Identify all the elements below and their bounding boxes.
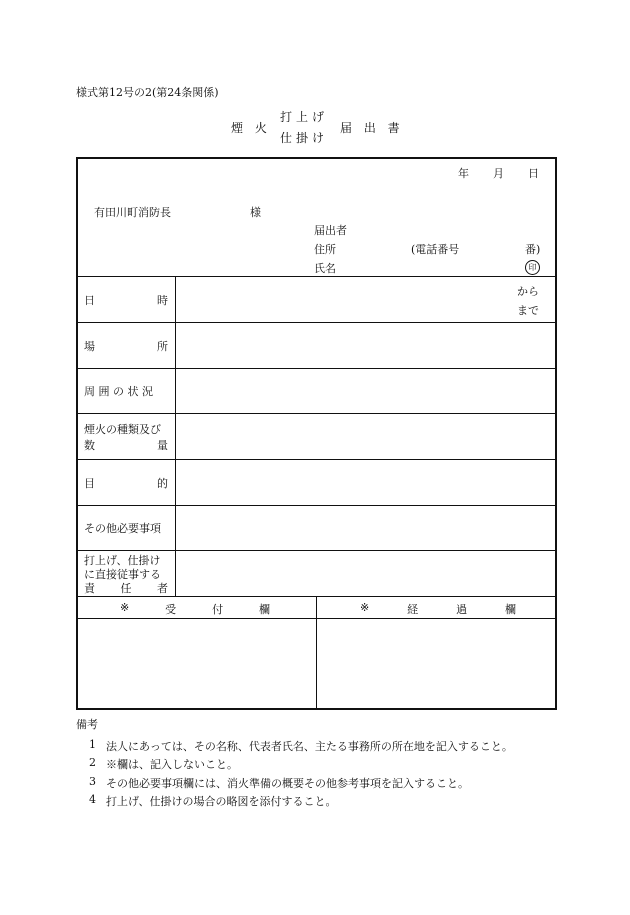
responsible-field[interactable]	[176, 551, 554, 595]
seal-mark: 印	[525, 260, 540, 275]
phone-close: 番)	[525, 243, 541, 256]
remark-text: 打上げ、仕掛けの場合の略図を添付すること。	[106, 795, 337, 808]
row-label-purpose: 目 的	[84, 477, 168, 490]
remark-number: 2	[89, 756, 96, 769]
addressee: 有田川町消防長	[94, 206, 171, 219]
address-label: 住所	[314, 243, 336, 256]
date-month: 月	[493, 167, 504, 180]
remark-text: その他必要事項欄には、消火準備の概要その他参考事項を記入すること。	[106, 777, 469, 790]
datetime-until: まで	[517, 304, 539, 317]
row-label-place: 場 所	[84, 340, 168, 353]
remark-number: 1	[89, 738, 96, 751]
notifier-label: 届出者	[314, 224, 347, 237]
title-option-bottom: 仕掛け	[280, 131, 329, 145]
progress-column-header: ※ 経 過 欄	[360, 601, 516, 616]
row-label-datetime: 日 時	[84, 294, 168, 307]
date-day: 日	[528, 167, 539, 180]
remark-text: ※欄は、記入しないこと。	[106, 758, 238, 771]
row-label-fireworks-line2: 数 量	[84, 439, 168, 452]
other-field[interactable]	[176, 506, 554, 549]
purpose-field[interactable]	[176, 460, 554, 504]
form-code: 様式第12号の2(第24条関係)	[76, 86, 219, 99]
title-option-top: 打上げ	[280, 110, 329, 124]
reception-box	[78, 619, 315, 708]
place-field[interactable]	[176, 323, 554, 367]
honorific: 様	[250, 206, 261, 219]
row-label-surroundings: 周 囲 の 状 況	[84, 385, 153, 398]
phone-open: (電話番号	[411, 243, 460, 256]
remark-text: 法人にあっては、その名称、代表者氏名、主たる事務所の所在地を記入すること。	[106, 740, 513, 753]
row-label-responsible-line2: に直接従事する	[84, 568, 161, 581]
fireworks-field[interactable]	[176, 414, 554, 458]
name-label: 氏名	[314, 262, 336, 275]
remark-number: 3	[89, 775, 96, 788]
remarks-heading: 備考	[76, 718, 98, 731]
title-tail: 届 出 書	[340, 121, 404, 135]
row-label-responsible-line3: 責 任 者	[84, 582, 168, 595]
date-year: 年	[458, 167, 469, 180]
remark-number: 4	[89, 793, 96, 806]
notification-form	[76, 157, 557, 710]
progress-box	[317, 619, 555, 708]
title-lead: 煙 火	[231, 121, 271, 135]
surroundings-field[interactable]	[176, 369, 554, 412]
reception-column-header: ※ 受 付 欄	[120, 601, 270, 616]
row-label-responsible-line1: 打上げ、仕掛け	[84, 554, 161, 567]
row-label-other: その他必要事項	[84, 522, 161, 535]
row-label-fireworks-line1: 煙火の種類及び	[84, 423, 161, 436]
datetime-from: から	[517, 285, 539, 298]
datetime-field[interactable]	[176, 277, 554, 321]
